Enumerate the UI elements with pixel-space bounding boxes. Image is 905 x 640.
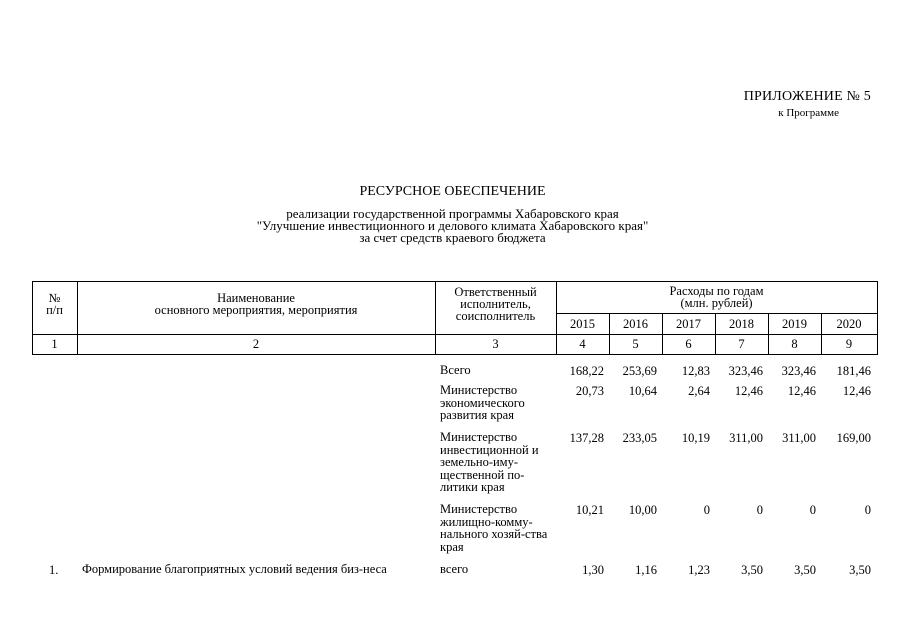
column-number-7: 7	[738, 337, 745, 351]
value-2017: 0	[703, 503, 710, 517]
value-2020: 181,46	[836, 364, 871, 378]
column-header-expenses	[556, 285, 877, 309]
column-number-1: 1	[51, 337, 58, 351]
value-2019: 12,46	[787, 384, 816, 398]
value-2018: 311,00	[729, 431, 763, 445]
year-header-2016: 2016	[623, 317, 648, 331]
column-header-expenses-line1: Расходы по годам	[669, 284, 764, 298]
year-header-2020: 2020	[836, 317, 862, 331]
value-2015: 168,22	[569, 364, 604, 378]
column-header-name	[77, 292, 435, 316]
column-header-executor-line1: Ответственный	[454, 285, 537, 299]
value-2019: 0	[809, 503, 816, 517]
value-2016: 253,69	[622, 364, 657, 378]
column-header-number-line2: п/п	[46, 303, 63, 317]
value-2015: 10,21	[575, 503, 604, 517]
executor-cell: Министерство экономического развития края	[440, 383, 525, 422]
document-subtitle-line2: "Улучшение инвестиционного и делового климата Хабаровского края"	[256, 218, 649, 233]
value-2016: 233,05	[622, 431, 657, 445]
appendix-subtitle: к Программе	[778, 107, 839, 119]
year-header-2018: 2018	[729, 317, 754, 331]
column-number-6: 6	[685, 337, 692, 351]
column-number-9: 9	[845, 337, 853, 351]
column-header-name-line2: основного мероприятия, мероприятия	[154, 303, 358, 317]
value-2019: 311,00	[782, 431, 816, 445]
executor-cell: Всего	[440, 363, 471, 377]
value-2015: 20,73	[575, 384, 604, 398]
value-2019: 3,50	[794, 563, 816, 577]
executor-cell: всего	[440, 562, 469, 576]
column-number-2: 2	[252, 337, 260, 351]
document-subtitle-line3: за счет средств краевого бюджета	[359, 230, 546, 245]
value-2017: 1,23	[688, 563, 710, 577]
value-2015: 137,28	[569, 431, 604, 445]
value-2020: 169,00	[836, 431, 871, 445]
value-2016: 10,00	[628, 503, 657, 517]
document-title: РЕСУРСНОЕ ОБЕСПЕЧЕНИЕ	[359, 184, 546, 199]
value-2020: 3,50	[849, 563, 871, 577]
value-2017: 2,64	[688, 384, 710, 398]
value-2017: 12,83	[681, 364, 710, 378]
value-2020: 0	[864, 503, 871, 517]
column-number-5: 5	[632, 337, 639, 351]
year-header-2015: 2015	[570, 317, 595, 331]
column-header-executor-line3: соисполнитель	[455, 309, 536, 323]
column-number-8: 8	[791, 337, 798, 351]
value-2016: 10,64	[628, 384, 657, 398]
header-bottom-line	[32, 334, 877, 335]
column-numbers-bottom-line	[32, 354, 877, 355]
table-border-right	[877, 281, 878, 355]
value-2018: 323,46	[728, 364, 763, 378]
column-number-3: 3	[492, 337, 499, 351]
value-2018: 0	[756, 503, 763, 517]
appendix-title: ПРИЛОЖЕНИЕ № 5	[743, 89, 871, 104]
executor-cell: Министерство инвестиционной и земельно-иму-щественной по-литики края	[440, 430, 539, 494]
column-number-4: 4	[579, 337, 586, 351]
column-header-executor	[435, 286, 556, 322]
value-2016: 1,16	[635, 563, 657, 577]
table-border-top	[32, 281, 877, 282]
executor-cell: Министерство жилищно-комму-нального хозяй-ства края	[440, 502, 548, 554]
year-header-2017: 2017	[676, 317, 701, 331]
column-header-executor-line2: исполнитель,	[460, 297, 531, 311]
value-2019: 323,46	[781, 364, 816, 378]
row-number: 1.	[49, 563, 59, 577]
value-2015: 1,30	[582, 563, 604, 577]
column-header-name-line1: Наименование	[217, 291, 295, 305]
value-2018: 12,46	[734, 384, 763, 398]
value-2018: 3,50	[741, 563, 763, 577]
column-header-number	[32, 292, 77, 316]
activity-name: Формирование благоприятных условий ведения биз-неса	[82, 562, 387, 576]
value-2020: 12,46	[842, 384, 871, 398]
value-2017: 10,19	[681, 431, 710, 445]
years-row-top	[556, 313, 877, 314]
document-subtitle-line1: реализации государственной программы Хабаровского края	[286, 206, 619, 221]
column-header-number-line1: №	[48, 291, 61, 305]
year-header-2019: 2019	[782, 317, 807, 331]
column-header-expenses-line2: (млн. рублей)	[680, 296, 753, 310]
